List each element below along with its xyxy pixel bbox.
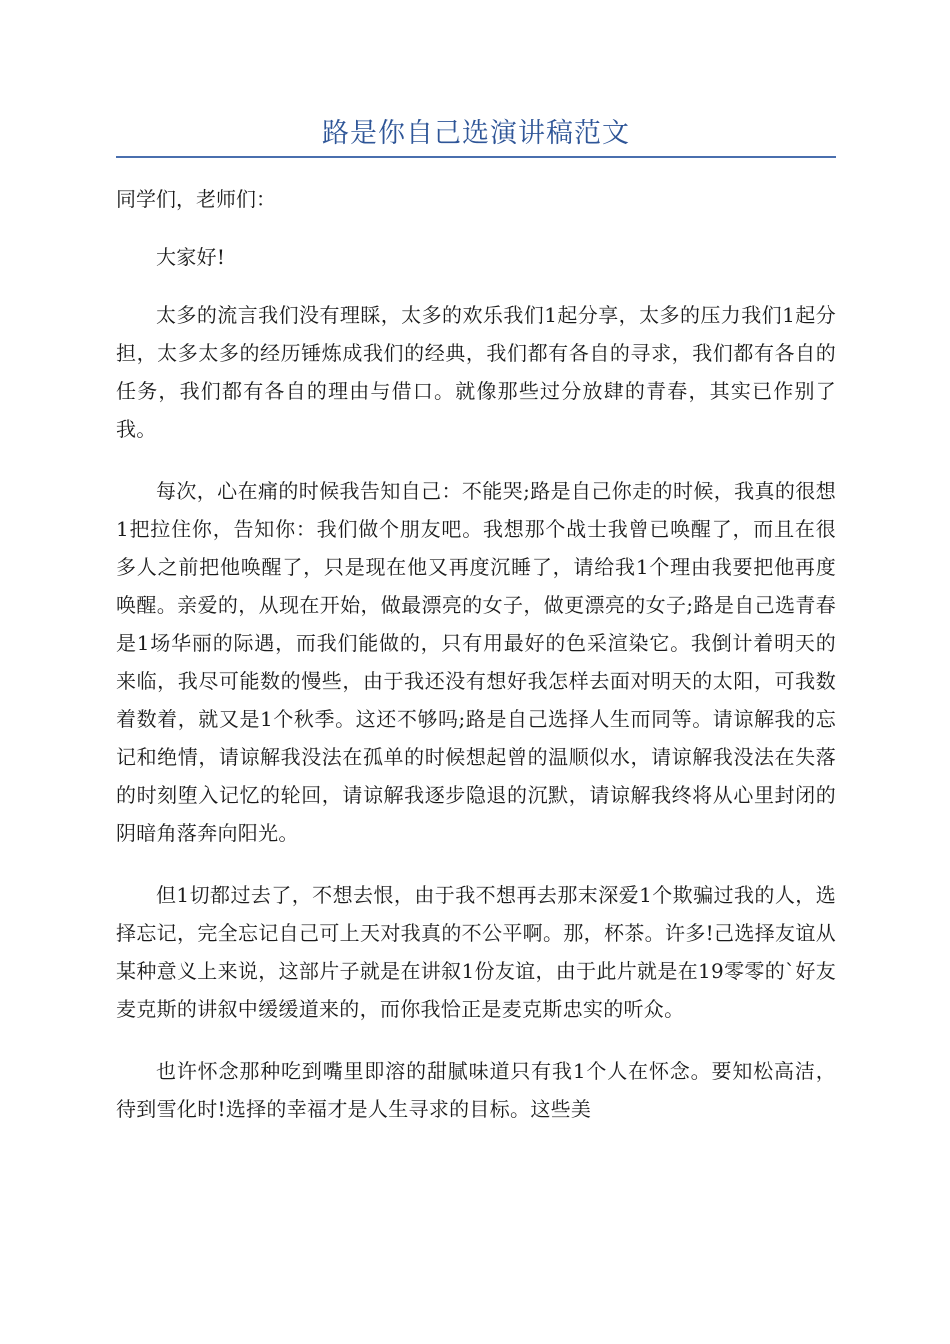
document-title: 路是你自己选演讲稿范文 <box>322 118 630 149</box>
paragraph: 但1切都过去了，不想去恨，由于我不想再去那末深爱1个欺骗过我的人，选择忘记，完全忘记自己可上天对我真的不公平啊。那，杯茶。许多!己选择友谊从某种意义上来说，这部片子就是在讲叙1份友谊，由于此片就是在19零零的`好友麦克斯的讲叙中缓缓道来的，而你我恰正是麦克斯忠实的听众。 <box>116 883 836 1021</box>
paragraph: 太多的流言我们没有理睬，太多的欢乐我们1起分享，太多的压力我们1起分担，太多太多的经历锤炼成我们的经典，我们都有各自的寻求，我们都有各自的任务，我们都有各自的理由与借口。就像那些过分放肆的青春，其实已作别了我。 <box>116 303 836 441</box>
salutation: 同学们，老师们： <box>116 187 276 211</box>
paragraph: 每次，心在痛的时候我告知自己：不能哭;路是自己你走的时候，我真的很想1把拉住你，告知你：我们做个朋友吧。我想那个战士我曾已唤醒了，而且在很多人之前把他唤醒了，只是现在他又再度沉睡了，请给我1个理由我要把他再度唤醒。亲爱的，从现在开始，做最漂亮的女子，做更漂亮的女子;路是自己选青春是1场华丽的际遇，而我们能做的，只有用最好的色采渲染它。我倒计着明天的来临，我尽可能数的慢些，由于我还没有想好我怎样去面对明天的太阳，可我数着数着，就又是1个秋季。这还不够吗;路是自己选择人生而同等。请谅解我的忘记和绝情，请谅解我没法在孤单的时候想起曾的温顺似水，请谅解我没法在失落的时刻堕入记忆的轮回，请谅解我逐步隐退的沉默，请谅解我终将从心里封闭的阴暗角落奔向阳光。 <box>116 479 836 845</box>
title-divider <box>116 156 836 158</box>
document-page <box>116 112 836 1128</box>
greeting: 大家好! <box>156 245 226 269</box>
paragraph: 也许怀念那种吃到嘴里即溶的甜腻味道只有我1个人在怀念。要知松高洁，待到雪化时!选择的幸福才是人生寻求的目标。这些美 <box>116 1059 836 1121</box>
